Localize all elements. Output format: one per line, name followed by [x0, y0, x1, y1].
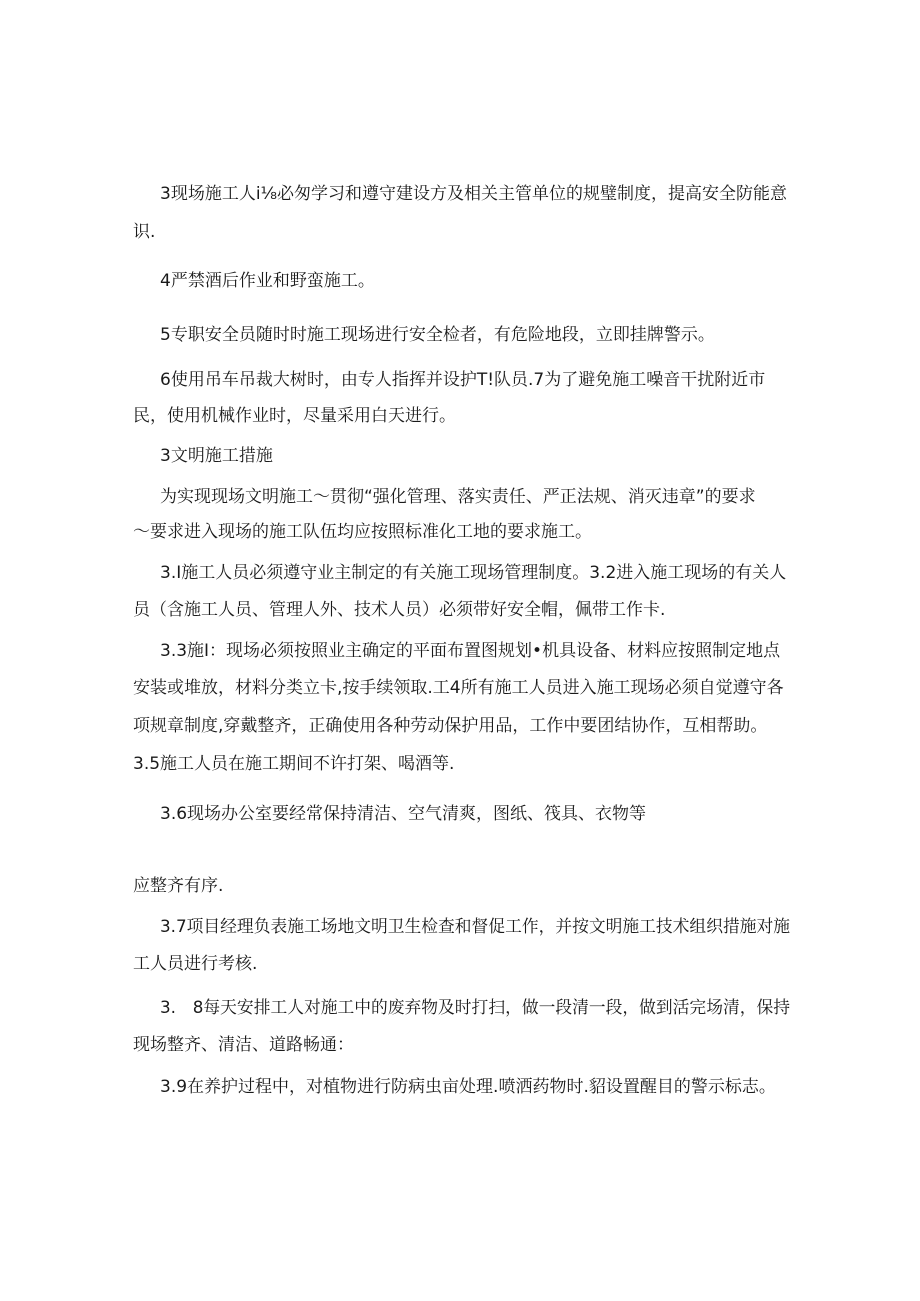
line-text: 3.3施I：现场必须按照业主确定的平面布置图规划•机具设备、材料应按照制定地点 [160, 641, 781, 661]
text-line [133, 1034, 354, 1056]
line-text: 3.9在养护过程中，对植物进行防病虫亩处理.喷洒药物时.貂设置醒目的警示标志。 [160, 1077, 776, 1097]
line-text: 〜要求进入现场的施工队伍均应按照标准化工地的要求施工。 [133, 522, 592, 542]
text-line [133, 599, 665, 621]
line-text: 安装或堆放，材料分类立卡,按手续领取.工4所有施工人员进入施工现场必须自觉遵守各 [133, 678, 784, 698]
line-text: 5专职安全员随时时施工现场进行安全检者，有危险地段，立即挂牌警示。 [160, 325, 715, 345]
line-text: 4严禁酒后作业和野蛮施工。 [160, 271, 375, 291]
text-line [160, 183, 787, 205]
line-text: 民，使用机械作业时，尽量采用白天进行。 [133, 406, 456, 426]
text-line [160, 369, 765, 391]
text-line [133, 221, 155, 243]
section-heading [160, 445, 273, 467]
text-line [133, 521, 592, 543]
text-line [133, 753, 454, 775]
text-line [133, 875, 223, 897]
text-line [160, 324, 715, 346]
line-text: 工人员进行考核. [133, 954, 258, 974]
line-text: 3. 8每天安排工人对施工中的废弃物及时打扫，做一段清一段，做到活完场清，保持 [160, 998, 790, 1018]
text-line [160, 997, 799, 1019]
line-text: 6使用吊车吊裁大树时，由专人指挥并设护T!队员.7为了避免施工噪音干扰附近市 [160, 370, 766, 390]
line-text: 3.I施工人员必须遵守业主制定的有关施工现场管理制度。3.2进入施工现场的有关人 [160, 563, 787, 583]
text-line [160, 640, 780, 662]
line-text: 3文明施工措施 [160, 446, 273, 466]
line-text: 应整齐有序. [133, 876, 224, 896]
text-line [133, 405, 456, 427]
text-line [160, 916, 799, 938]
text-line [160, 486, 756, 508]
line-text: 项规章制度,穿戴整齐，正确使用各种劳动保护用品，工作中要团结协作，互相帮助。 [133, 716, 768, 736]
text-line [133, 953, 257, 975]
line-text: 员（含施工人员、管理人外、技术人员）必须带好安全帽，佩带工作卡. [133, 600, 666, 620]
text-line [160, 562, 786, 584]
line-text: 3现场施工人i⅛必匆学习和遵守建设方及相关主管单位的规璧制度，提高安全防能意 [160, 184, 788, 204]
text-line [133, 715, 767, 737]
text-line [160, 270, 375, 292]
text-line [160, 1076, 776, 1098]
line-text: 现场整齐、清洁、道路畅通： [133, 1035, 354, 1055]
line-text: 3.6现场办公室要经常保持清洁、空气清爽，图纸、筏具、衣物等 [160, 804, 647, 824]
text-line [160, 803, 646, 825]
text-line [133, 677, 784, 699]
line-text: 3.7项目经理负表施工场地文明卫生检查和督促工作，并按文明施工技术组织措施对施 [160, 917, 790, 937]
line-text: 3.5施工人员在施工期间不许打架、喝酒等. [133, 754, 455, 774]
line-text: 识. [133, 222, 156, 242]
line-text: 为实现现场文明施工〜贯彻“强化管理、落实责任、严正法规、消灭违章”的要求 [160, 487, 756, 507]
